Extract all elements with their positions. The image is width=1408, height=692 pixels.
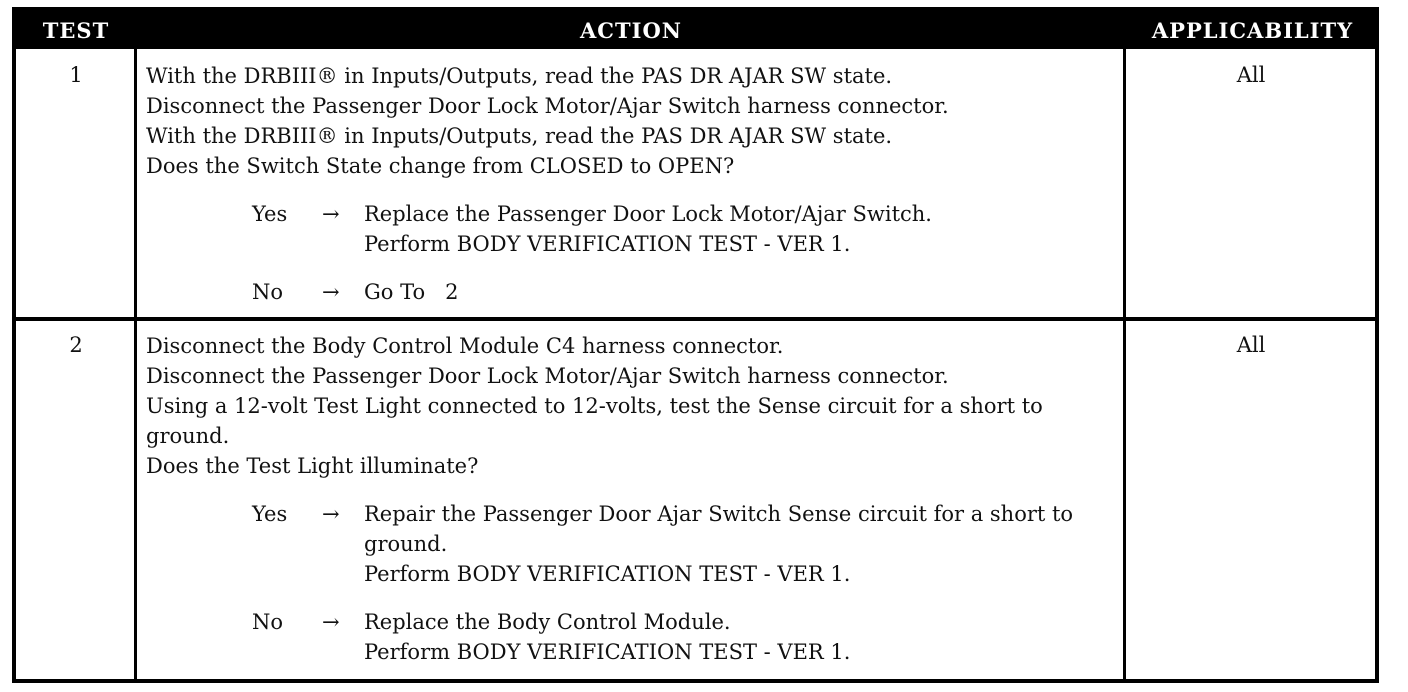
row-2-action: [146, 331, 1126, 667]
table-header: [16, 11, 1375, 49]
yes-label: Yes: [252, 202, 288, 226]
header-applicability: APPLICABILITY: [1151, 18, 1354, 43]
yes-response: [146, 499, 1126, 589]
action-line: With the DRBIII® in Inputs/Outputs, read the PAS DR AJAR SW state.: [146, 124, 893, 148]
row-2-applicability: All: [1236, 333, 1266, 357]
header-action: ACTION: [580, 18, 682, 43]
action-line: Disconnect the Passenger Door Lock Motor/Ajar Switch harness connector.: [146, 94, 949, 118]
no-label: No: [252, 280, 284, 304]
action-line: Does the Switch State change from CLOSED to OPEN?: [146, 154, 735, 178]
row-1-test-number: 1: [69, 63, 83, 87]
yes-label: Yes: [252, 502, 288, 526]
response-line: Perform BODY VERIFICATION TEST - VER 1.: [364, 232, 851, 256]
response-line: Repair the Passenger Door Ajar Switch Sense circuit for a short to: [364, 502, 1074, 526]
response-line: Perform BODY VERIFICATION TEST - VER 1.: [364, 640, 851, 664]
no-response: [146, 607, 1126, 667]
action-line: Using a 12-volt Test Light connected to 12-volts, test the Sense circuit for a short to: [146, 394, 1043, 418]
arrow-icon: →: [322, 202, 340, 226]
action-line: Disconnect the Body Control Module C4 harness connector.: [146, 334, 784, 358]
response-line: ground.: [364, 532, 448, 556]
no-label: No: [252, 610, 284, 634]
header-test: TEST: [42, 18, 110, 43]
response-line: Perform BODY VERIFICATION TEST - VER 1.: [364, 562, 851, 586]
row-2-test-number: 2: [69, 333, 83, 357]
action-line: ground.: [146, 424, 230, 448]
arrow-icon: →: [322, 610, 340, 634]
diagnostic-table: [12, 7, 1379, 683]
divider-test-action: [134, 49, 137, 679]
action-line: Disconnect the Passenger Door Lock Motor/Ajar Switch harness connector.: [146, 364, 949, 388]
response-line: Go To 2: [364, 280, 459, 304]
row-1-applicability: All: [1236, 63, 1266, 87]
no-response: [146, 277, 1126, 307]
action-line: With the DRBIII® in Inputs/Outputs, read the PAS DR AJAR SW state.: [146, 64, 893, 88]
response-line: Replace the Passenger Door Lock Motor/Ajar Switch.: [364, 202, 932, 226]
arrow-icon: →: [322, 280, 340, 304]
action-line: Does the Test Light illuminate?: [146, 454, 479, 478]
arrow-icon: →: [322, 502, 340, 526]
response-line: Replace the Body Control Module.: [364, 610, 731, 634]
row-divider: [16, 317, 1375, 321]
row-1-action: [146, 61, 1126, 307]
yes-response: [146, 199, 1126, 259]
